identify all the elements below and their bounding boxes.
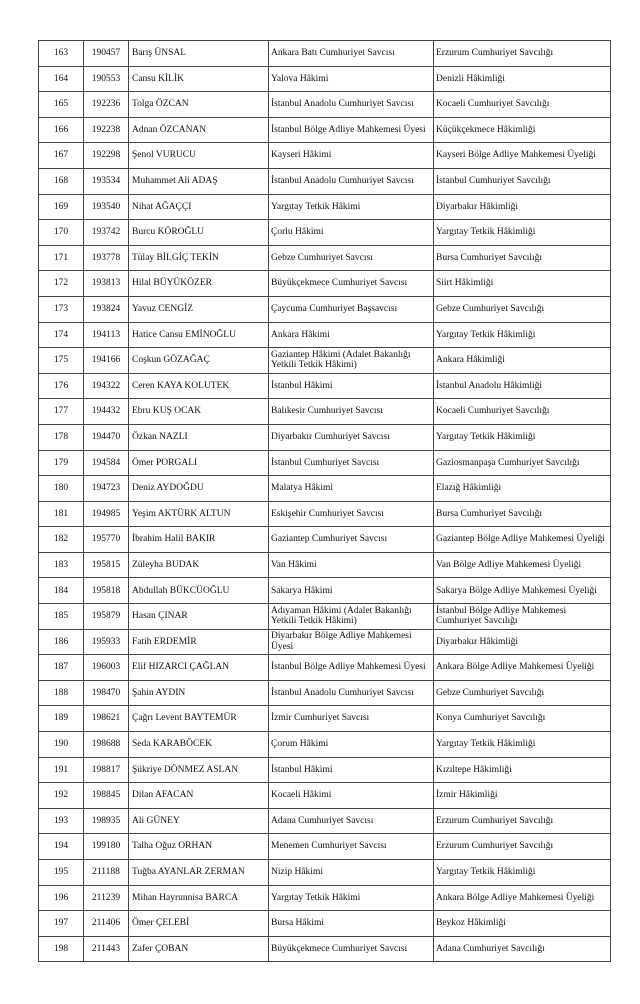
new-position-cell: Elazığ Hâkimliği: [434, 476, 611, 502]
row-number-cell: 170: [39, 220, 84, 246]
full-name-cell: Barış ÜNSAL: [129, 41, 269, 67]
new-position-cell: Ankara Hâkimliği: [434, 348, 611, 374]
full-name-cell: Yeşim AKTÜRK ALTUN: [129, 501, 269, 527]
current-position-cell: Yalova Hâkimi: [269, 66, 434, 92]
row-number-cell: 185: [39, 604, 84, 630]
current-position-cell: Eskişehir Cumhuriyet Savcısı: [269, 501, 434, 527]
row-number-cell: 194: [39, 834, 84, 860]
current-position-cell: Gebze Cumhuriyet Savcısı: [269, 245, 434, 271]
row-number-cell: 169: [39, 194, 84, 220]
new-position-cell: Gebze Cumhuriyet Savcılığı: [434, 296, 611, 322]
table-row: [39, 41, 611, 67]
registry-number-cell: 193778: [84, 245, 129, 271]
current-position-cell: İzmir Cumhuriyet Savcısı: [269, 706, 434, 732]
current-position-cell: Diyarbakır Bölge Adliye Mahkemesi Üyesi: [269, 629, 434, 655]
current-position-cell: İstanbul Hâkimi: [269, 373, 434, 399]
row-number-cell: 192: [39, 783, 84, 809]
current-position-cell: Gaziantep Hâkimi (Adalet Bakanlığı Yetkili Tetkik Hâkimi): [269, 348, 434, 374]
new-position-cell: Yargıtay Tetkik Hâkimliği: [434, 732, 611, 758]
new-position-cell: İstanbul Bölge Adliye Mahkemesi Cumhuriyet Savcılığı: [434, 604, 611, 630]
new-position-cell: Yargıtay Tetkik Hâkimliği: [434, 322, 611, 348]
full-name-cell: Nihat AĞAÇÇI: [129, 194, 269, 220]
row-number-cell: 168: [39, 168, 84, 194]
new-position-cell: Beykoz Hâkimliği: [434, 911, 611, 937]
new-position-cell: Bursa Cumhuriyet Savcılığı: [434, 245, 611, 271]
registry-number-cell: 195815: [84, 552, 129, 578]
row-number-cell: 165: [39, 92, 84, 118]
row-number-cell: 179: [39, 450, 84, 476]
current-position-cell: Gaziantep Cumhuriyet Savcısı: [269, 527, 434, 553]
full-name-cell: Fatih ERDEMİR: [129, 629, 269, 655]
new-position-cell: Denizli Hâkimliği: [434, 66, 611, 92]
full-name-cell: İbrahim Halil BAKIR: [129, 527, 269, 553]
full-name-cell: Ali GÜNEY: [129, 808, 269, 834]
registry-number-cell: 194113: [84, 322, 129, 348]
full-name-cell: Mihan Hayrunnisa BARCA: [129, 885, 269, 911]
registry-number-cell: 192236: [84, 92, 129, 118]
new-position-cell: Sakarya Bölge Adliye Mahkemesi Üyeliği: [434, 578, 611, 604]
row-number-cell: 180: [39, 476, 84, 502]
registry-number-cell: 198470: [84, 680, 129, 706]
row-number-cell: 189: [39, 706, 84, 732]
registry-number-cell: 198935: [84, 808, 129, 834]
row-number-cell: 177: [39, 399, 84, 425]
row-number-cell: 181: [39, 501, 84, 527]
current-position-cell: Malatya Hâkimi: [269, 476, 434, 502]
full-name-cell: Adnan ÖZCANAN: [129, 117, 269, 143]
current-position-cell: Adana Cumhuriyet Savcısı: [269, 808, 434, 834]
current-position-cell: Diyarbakır Cumhuriyet Savcısı: [269, 424, 434, 450]
new-position-cell: Erzurum Cumhuriyet Savcılığı: [434, 834, 611, 860]
registry-number-cell: 198688: [84, 732, 129, 758]
new-position-cell: Erzurum Cumhuriyet Savcılığı: [434, 41, 611, 67]
table-row: [39, 527, 611, 553]
table-row: [39, 143, 611, 169]
full-name-cell: Şenol VURUCU: [129, 143, 269, 169]
full-name-cell: Talha Oğuz ORHAN: [129, 834, 269, 860]
row-number-cell: 183: [39, 552, 84, 578]
new-position-cell: Ankara Bölge Adliye Mahkemesi Üyeliği: [434, 655, 611, 681]
new-position-cell: Adana Cumhuriyet Savcılığı: [434, 936, 611, 962]
current-position-cell: İstanbul Cumhuriyet Savcısı: [269, 450, 434, 476]
row-number-cell: 184: [39, 578, 84, 604]
new-position-cell: Ankara Bölge Adliye Mahkemesi Üyeliği: [434, 885, 611, 911]
registry-number-cell: 211443: [84, 936, 129, 962]
registry-number-cell: 192298: [84, 143, 129, 169]
full-name-cell: Dilan AFACAN: [129, 783, 269, 809]
new-position-cell: Diyarbakır Hâkimliği: [434, 194, 611, 220]
current-position-cell: Adıyaman Hâkimi (Adalet Bakanlığı Yetkili Tetkik Hâkimi): [269, 604, 434, 630]
registry-number-cell: 193540: [84, 194, 129, 220]
table-row: [39, 322, 611, 348]
full-name-cell: Abdullah BÜKCÜOĞLU: [129, 578, 269, 604]
table-row: [39, 450, 611, 476]
current-position-cell: Çorum Hâkimi: [269, 732, 434, 758]
table-row: [39, 476, 611, 502]
current-position-cell: Yargıtay Tetkik Hâkimi: [269, 885, 434, 911]
current-position-cell: İstanbul Hâkimi: [269, 757, 434, 783]
registry-number-cell: 195879: [84, 604, 129, 630]
table-row: [39, 552, 611, 578]
full-name-cell: Hatice Cansu EMİNOĞLU: [129, 322, 269, 348]
new-position-cell: Kayseri Bölge Adliye Mahkemesi Üyeliği: [434, 143, 611, 169]
new-position-cell: Konya Cumhuriyet Savcılığı: [434, 706, 611, 732]
new-position-cell: Gaziantep Bölge Adliye Mahkemesi Üyeliği: [434, 527, 611, 553]
table-row: [39, 424, 611, 450]
new-position-cell: Yargıtay Tetkik Hâkimliği: [434, 220, 611, 246]
table-row: [39, 706, 611, 732]
registry-number-cell: 192238: [84, 117, 129, 143]
full-name-cell: Ömer PORGALI: [129, 450, 269, 476]
full-name-cell: Şahin AYDIN: [129, 680, 269, 706]
row-number-cell: 188: [39, 680, 84, 706]
row-number-cell: 190: [39, 732, 84, 758]
current-position-cell: İstanbul Bölge Adliye Mahkemesi Üyesi: [269, 655, 434, 681]
row-number-cell: 198: [39, 936, 84, 962]
table-row: [39, 296, 611, 322]
table-row: [39, 245, 611, 271]
new-position-cell: Diyarbakır Hâkimliği: [434, 629, 611, 655]
full-name-cell: Tuğba AYANLAR ZERMAN: [129, 860, 269, 886]
row-number-cell: 178: [39, 424, 84, 450]
row-number-cell: 173: [39, 296, 84, 322]
full-name-cell: Züleyha BUDAK: [129, 552, 269, 578]
full-name-cell: Çağrı Levent BAYTEMÜR: [129, 706, 269, 732]
new-position-cell: Kocaeli Cumhuriyet Savcılığı: [434, 92, 611, 118]
row-number-cell: 191: [39, 757, 84, 783]
table-row: [39, 834, 611, 860]
current-position-cell: İstanbul Bölge Adliye Mahkemesi Üyesi: [269, 117, 434, 143]
table-row: [39, 92, 611, 118]
row-number-cell: 176: [39, 373, 84, 399]
registry-number-cell: 198817: [84, 757, 129, 783]
table-row: [39, 348, 611, 374]
new-position-cell: Kocaeli Cumhuriyet Savcılığı: [434, 399, 611, 425]
full-name-cell: Hilal BÜYÜKÖZER: [129, 271, 269, 297]
registry-number-cell: 194470: [84, 424, 129, 450]
current-position-cell: Kocaeli Hâkimi: [269, 783, 434, 809]
appointment-table: [38, 40, 611, 962]
row-number-cell: 197: [39, 911, 84, 937]
table-row: [39, 680, 611, 706]
current-position-cell: Sakarya Hâkimi: [269, 578, 434, 604]
current-position-cell: Çorlu Hâkimi: [269, 220, 434, 246]
new-position-cell: Kızıltepe Hâkimliği: [434, 757, 611, 783]
full-name-cell: Deniz AYDOĞDU: [129, 476, 269, 502]
registry-number-cell: 195818: [84, 578, 129, 604]
row-number-cell: 196: [39, 885, 84, 911]
full-name-cell: Şükriye DÖNMEZ ASLAN: [129, 757, 269, 783]
new-position-cell: Van Bölge Adliye Mahkemesi Üyeliği: [434, 552, 611, 578]
registry-number-cell: 190457: [84, 41, 129, 67]
table-row: [39, 399, 611, 425]
table-row: [39, 757, 611, 783]
current-position-cell: Bursa Hâkimi: [269, 911, 434, 937]
registry-number-cell: 211188: [84, 860, 129, 886]
registry-number-cell: 211239: [84, 885, 129, 911]
new-position-cell: Siirt Hâkimliği: [434, 271, 611, 297]
full-name-cell: Ömer ÇELEBİ: [129, 911, 269, 937]
row-number-cell: 193: [39, 808, 84, 834]
current-position-cell: Menemen Cumhuriyet Savcısı: [269, 834, 434, 860]
full-name-cell: Elif HIZARCI ÇAĞLAN: [129, 655, 269, 681]
registry-number-cell: 194985: [84, 501, 129, 527]
full-name-cell: Tülay BİLGİÇ TEKİN: [129, 245, 269, 271]
table-row: [39, 885, 611, 911]
row-number-cell: 172: [39, 271, 84, 297]
row-number-cell: 174: [39, 322, 84, 348]
table-row: [39, 808, 611, 834]
table-row: [39, 501, 611, 527]
current-position-cell: Nizip Hâkimi: [269, 860, 434, 886]
current-position-cell: Van Hâkimi: [269, 552, 434, 578]
new-position-cell: Bursa Cumhuriyet Savcılığı: [434, 501, 611, 527]
current-position-cell: Çaycuma Cumhuriyet Başsavcısı: [269, 296, 434, 322]
registry-number-cell: 211406: [84, 911, 129, 937]
row-number-cell: 186: [39, 629, 84, 655]
full-name-cell: Zafer ÇOBAN: [129, 936, 269, 962]
current-position-cell: Kayseri Hâkimi: [269, 143, 434, 169]
current-position-cell: Büyükçekmece Cumhuriyet Savcısı: [269, 271, 434, 297]
new-position-cell: Gaziosmanpaşa Cumhuriyet Savcılığı: [434, 450, 611, 476]
table-row: [39, 860, 611, 886]
registry-number-cell: 193824: [84, 296, 129, 322]
table-row: [39, 220, 611, 246]
current-position-cell: İstanbul Anadolu Cumhuriyet Savcısı: [269, 92, 434, 118]
full-name-cell: Ebru KUŞ OCAK: [129, 399, 269, 425]
registry-number-cell: 194584: [84, 450, 129, 476]
full-name-cell: Özkan NAZLI: [129, 424, 269, 450]
table-row: [39, 117, 611, 143]
table-row: [39, 373, 611, 399]
new-position-cell: Gebze Cumhuriyet Savcılığı: [434, 680, 611, 706]
row-number-cell: 164: [39, 66, 84, 92]
row-number-cell: 195: [39, 860, 84, 886]
new-position-cell: İstanbul Anadolu Hâkimliği: [434, 373, 611, 399]
table-row: [39, 194, 611, 220]
registry-number-cell: 194166: [84, 348, 129, 374]
new-position-cell: Yargıtay Tetkik Hâkimliği: [434, 424, 611, 450]
full-name-cell: Seda KARABÖCEK: [129, 732, 269, 758]
table-row: [39, 604, 611, 630]
table-body: [39, 41, 611, 962]
registry-number-cell: 193534: [84, 168, 129, 194]
current-position-cell: İstanbul Anadolu Cumhuriyet Savcısı: [269, 168, 434, 194]
registry-number-cell: 190553: [84, 66, 129, 92]
registry-number-cell: 194723: [84, 476, 129, 502]
full-name-cell: Cansu KİLİK: [129, 66, 269, 92]
full-name-cell: Coşkun GÖZAĞAÇ: [129, 348, 269, 374]
new-position-cell: Yargıtay Tetkik Hâkimliği: [434, 860, 611, 886]
row-number-cell: 163: [39, 41, 84, 67]
registry-number-cell: 196003: [84, 655, 129, 681]
document-page: [38, 40, 605, 962]
new-position-cell: İstanbul Cumhuriyet Savcılığı: [434, 168, 611, 194]
registry-number-cell: 198845: [84, 783, 129, 809]
full-name-cell: Hasan ÇINAR: [129, 604, 269, 630]
current-position-cell: Balıkesir Cumhuriyet Savcısı: [269, 399, 434, 425]
full-name-cell: Muhammet Ali ADAŞ: [129, 168, 269, 194]
table-row: [39, 271, 611, 297]
full-name-cell: Yavuz CENGİZ: [129, 296, 269, 322]
table-row: [39, 655, 611, 681]
new-position-cell: Küçükçekmece Hâkimliği: [434, 117, 611, 143]
registry-number-cell: 195770: [84, 527, 129, 553]
row-number-cell: 187: [39, 655, 84, 681]
registry-number-cell: 193813: [84, 271, 129, 297]
new-position-cell: İzmir Hâkimliği: [434, 783, 611, 809]
registry-number-cell: 193742: [84, 220, 129, 246]
table-row: [39, 936, 611, 962]
table-row: [39, 578, 611, 604]
registry-number-cell: 199180: [84, 834, 129, 860]
table-row: [39, 168, 611, 194]
current-position-cell: İstanbul Anadolu Cumhuriyet Savcısı: [269, 680, 434, 706]
current-position-cell: Ankara Batı Cumhuriyet Savcısı: [269, 41, 434, 67]
registry-number-cell: 194432: [84, 399, 129, 425]
row-number-cell: 166: [39, 117, 84, 143]
registry-number-cell: 195933: [84, 629, 129, 655]
table-row: [39, 629, 611, 655]
row-number-cell: 171: [39, 245, 84, 271]
registry-number-cell: 198621: [84, 706, 129, 732]
table-row: [39, 66, 611, 92]
table-row: [39, 732, 611, 758]
registry-number-cell: 194322: [84, 373, 129, 399]
full-name-cell: Burcu KÖROĞLU: [129, 220, 269, 246]
current-position-cell: Büyükçekmece Cumhuriyet Savcısı: [269, 936, 434, 962]
full-name-cell: Ceren KAYA KOLUTEK: [129, 373, 269, 399]
table-row: [39, 783, 611, 809]
current-position-cell: Yargıtay Tetkik Hâkimi: [269, 194, 434, 220]
row-number-cell: 182: [39, 527, 84, 553]
table-row: [39, 911, 611, 937]
row-number-cell: 167: [39, 143, 84, 169]
current-position-cell: Ankara Hâkimi: [269, 322, 434, 348]
row-number-cell: 175: [39, 348, 84, 374]
full-name-cell: Tolga ÖZCAN: [129, 92, 269, 118]
new-position-cell: Erzurum Cumhuriyet Savcılığı: [434, 808, 611, 834]
